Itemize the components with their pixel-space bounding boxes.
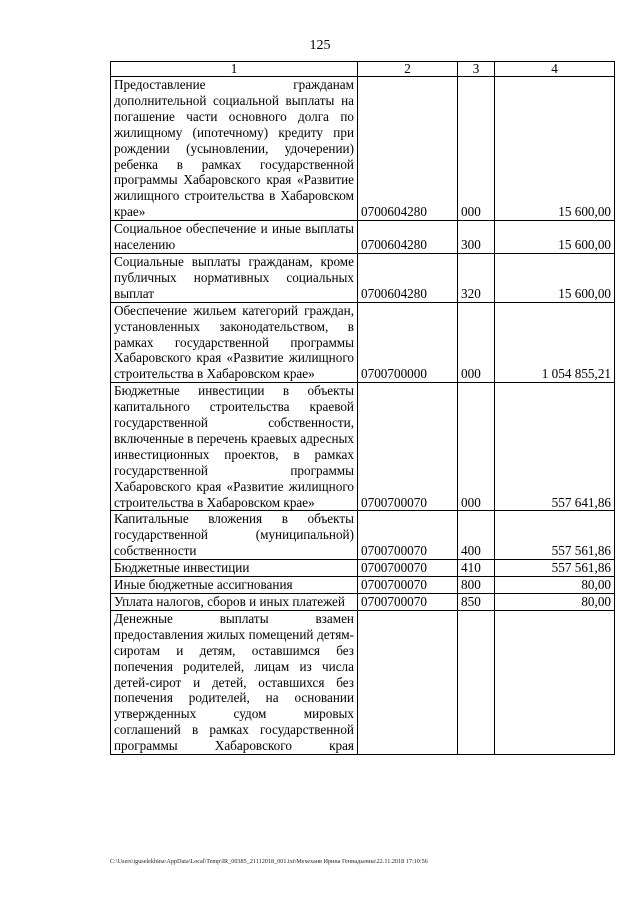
row-sum xyxy=(495,610,615,754)
table-row xyxy=(111,594,615,611)
row-sum: 15 600,00 xyxy=(495,221,615,254)
row-code: 0700604280 xyxy=(358,77,458,221)
row-sum: 15 600,00 xyxy=(495,253,615,302)
row-name: Социальные выплаты гражданам, кроме публичных нормативных социальных выплат xyxy=(111,253,358,302)
row-vr: 410 xyxy=(458,560,495,577)
table-row xyxy=(111,610,615,754)
budget-table xyxy=(110,61,615,755)
row-vr: 000 xyxy=(458,77,495,221)
row-sum: 557 561,86 xyxy=(495,560,615,577)
row-name: Социальное обеспечение и иные выплаты населению xyxy=(111,221,358,254)
row-name: Предоставление гражданам дополнительной социальной выплаты на погашение части основного долга по жилищному (ипотечному) кредиту при рождении (усыновлении, удочерении) ребенка в рамках государственной программы Хабаровского края «Развитие жилищного строительства в Хабаровском крае» xyxy=(111,77,358,221)
row-vr xyxy=(458,610,495,754)
table-row xyxy=(111,302,615,383)
header-col-2: 2 xyxy=(358,62,458,77)
table-row xyxy=(111,577,615,594)
row-name: Капитальные вложения в объекты государственной (муниципальной) собственности xyxy=(111,511,358,560)
table-row xyxy=(111,383,615,511)
row-code: 0700604280 xyxy=(358,253,458,302)
row-code: 0700700000 xyxy=(358,302,458,383)
row-code xyxy=(358,610,458,754)
header-col-3: 3 xyxy=(458,62,495,77)
row-name: Бюджетные инвестиции в объекты капитального строительства краевой государственной собственности, включенные в перечень краевых адресных инвестиционных проектов, в рамках государственной программы Хабаровского края «Развитие жилищного строительства в Хабаровском крае» xyxy=(111,383,358,511)
row-vr: 000 xyxy=(458,302,495,383)
row-code: 0700700070 xyxy=(358,560,458,577)
row-name: Иные бюджетные ассигнования xyxy=(111,577,358,594)
row-vr: 320 xyxy=(458,253,495,302)
row-name: Обеспечение жильем категорий граждан, установленных законодательством, в рамках государственной программы Хабаровского края «Развитие жилищного строительства в Хабаровском крае» xyxy=(111,302,358,383)
row-vr: 800 xyxy=(458,577,495,594)
row-vr: 000 xyxy=(458,383,495,511)
row-code: 0700700070 xyxy=(358,383,458,511)
header-col-1: 1 xyxy=(111,62,358,77)
row-sum: 80,00 xyxy=(495,594,615,611)
row-vr: 850 xyxy=(458,594,495,611)
header-col-4: 4 xyxy=(495,62,615,77)
table-row xyxy=(111,253,615,302)
row-code: 0700700070 xyxy=(358,511,458,560)
row-vr: 300 xyxy=(458,221,495,254)
table-row xyxy=(111,560,615,577)
table-row xyxy=(111,221,615,254)
row-sum: 80,00 xyxy=(495,577,615,594)
table-row xyxy=(111,77,615,221)
row-name: Денежные выплаты взамен предоставления жилых помещений детям-сиротам и детям, оставшимся без попечения родителей, лицам из числа детей-сирот и детей, оставшихся без попечения родителей, на основании утвержденных судом мировых соглашений в рамках государственной программы Хабаровского края xyxy=(111,610,358,754)
table-row xyxy=(111,511,615,560)
row-name: Бюджетные инвестиции xyxy=(111,560,358,577)
row-sum: 557 641,86 xyxy=(495,383,615,511)
row-sum: 557 561,86 xyxy=(495,511,615,560)
page-number: 125 xyxy=(309,38,331,53)
file-path-footer: C:\Users\iguselekhina\AppData\Local\Temp\IR_00385_21112018_001.txt\Мехеханв Ирина Геннадьевна\22.11.2018 17:10:56 xyxy=(110,858,428,865)
row-sum: 1 054 855,21 xyxy=(495,302,615,383)
row-code: 0700700070 xyxy=(358,594,458,611)
table-header-row xyxy=(111,62,615,77)
row-sum: 15 600,00 xyxy=(495,77,615,221)
row-code: 0700604280 xyxy=(358,221,458,254)
row-vr: 400 xyxy=(458,511,495,560)
row-name: Уплата налогов, сборов и иных платежей xyxy=(111,594,358,611)
row-code: 0700700070 xyxy=(358,577,458,594)
